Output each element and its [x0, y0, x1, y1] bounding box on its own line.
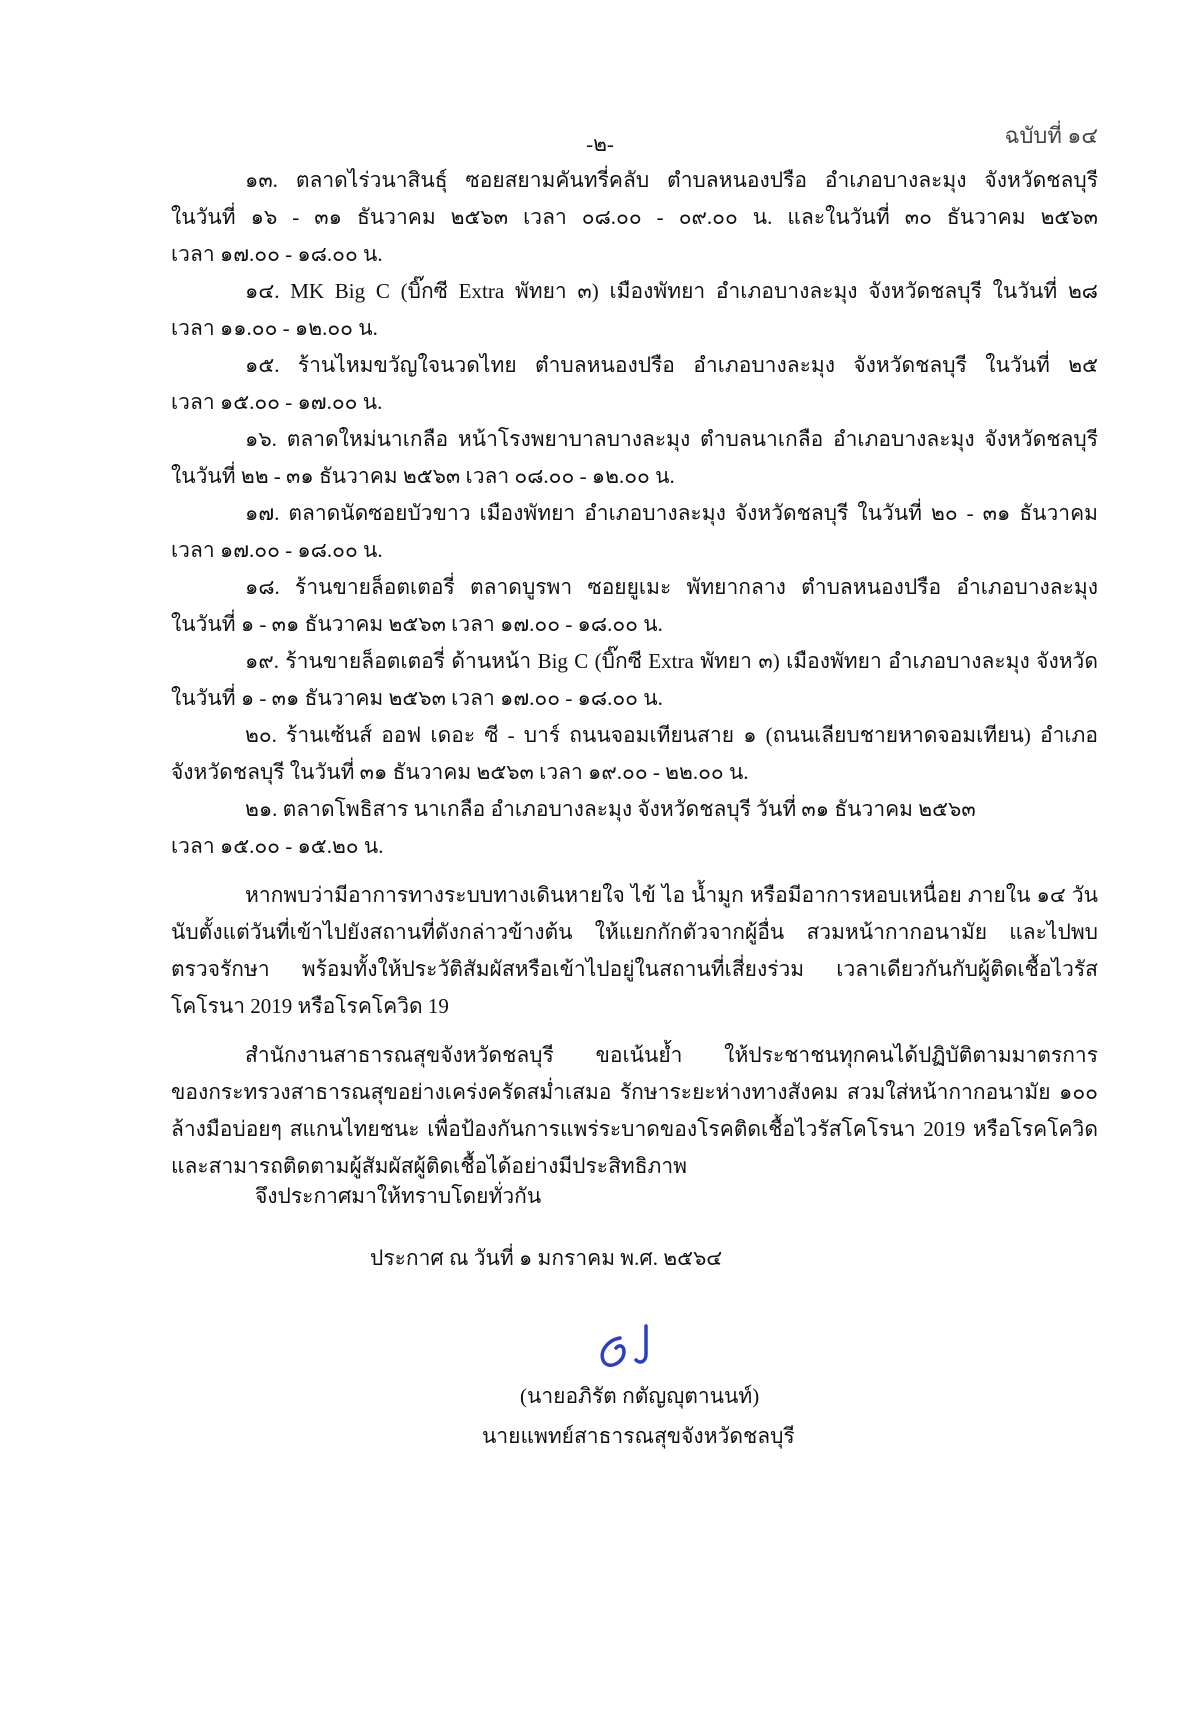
- line: ๑๖. ตลาดใหม่นาเกลือ หน้าโรงพยาบาลบางละมุง ตำบลนาเกลือ อำเภอบางละมุง จังหวัดชลบุรี: [245, 427, 1098, 451]
- list-item: [171, 791, 1098, 865]
- line: และสามารถติดตามผู้สัมผัสผู้ติดเชื้อได้อย่างมีประสิทธิภาพ: [171, 1154, 688, 1178]
- edition-label: ฉบับที่ ๑๔: [1004, 123, 1098, 148]
- line: สำนักงานสาธารณสุขจังหวัดชลบุรี ขอเน้นย้ำ ให้ประชาชนทุกคนได้ปฏิบัติตามมาตรการ: [245, 1043, 1098, 1067]
- measures-paragraph: [171, 1037, 1098, 1185]
- line: เวลา ๑๕.๐๐ - ๑๕.๒๐ น.: [171, 834, 384, 858]
- line: นับตั้งแต่วันที่เข้าไปยังสถานที่ดังกล่าวข้างต้น ให้แยกกักตัวจากผู้อื่น สวมหน้ากากอนามัย และไปพบ: [171, 920, 1098, 944]
- line: ๑๕. ร้านไหมขวัญใจนวดไทย ตำบลหนองปรือ อำเภอบางละมุง จังหวัดชลบุรี ในวันที่ ๒๕: [245, 353, 1098, 377]
- signatory-name: (นายอภิรัต กตัญญุตานนท์): [520, 1384, 760, 1408]
- list-item: [171, 421, 1098, 495]
- line: โคโรนา 2019 หรือโรคโควิด 19: [171, 994, 449, 1018]
- document-body: [171, 162, 1098, 1185]
- line: จังหวัดชลบุรี ในวันที่ ๓๑ ธันวาคม ๒๕๖๓ เวลา ๑๙.๐๐ - ๒๒.๐๐ น.: [171, 760, 749, 784]
- list-item: [171, 643, 1098, 717]
- line: เวลา ๑๕.๐๐ - ๑๗.๐๐ น.: [171, 390, 383, 414]
- line: ตรวจรักษา พร้อมทั้งให้ประวัติสัมผัสหรือเข้าไปอยู่ในสถานที่เสี่ยงร่วม เวลาเดียวกันกับผู้ติดเชื้อไวรัส: [171, 957, 1098, 981]
- list-item: [171, 347, 1098, 421]
- list-item: [171, 569, 1098, 643]
- line: ๑๔. MK Big C (บิ๊กซี Extra พัทยา ๓) เมืองพัทยา อำเภอบางละมุง จังหวัดชลบุรี ในวันที่ ๒๘: [245, 279, 1098, 303]
- line: เวลา ๑๗.๐๐ - ๑๘.๐๐ น.: [171, 242, 383, 266]
- line: ๑๘. ร้านขายล็อตเตอรี่ ตลาดบูรพา ซอยยูเมะ พัทยากลาง ตำบลหนองปรือ อำเภอบางละมุง: [245, 575, 1098, 599]
- line: ๒๑. ตลาดโพธิสาร นาเกลือ อำเภอบางละมุง จังหวัดชลบุรี วันที่ ๓๑ ธันวาคม ๒๕๖๓: [245, 797, 976, 821]
- line: ในวันที่ ๑๖ - ๓๑ ธันวาคม ๒๕๖๓ เวลา ๐๘.๐๐ - ๐๙.๐๐ น. และในวันที่ ๓๐ ธันวาคม ๒๕๖๓: [171, 205, 1098, 229]
- line: หากพบว่ามีอาการทางระบบทางเดินหายใจ ไข้ ไอ น้ำมูก หรือมีอาการหอบเหนื่อย ภายใน ๑๔ วัน: [245, 883, 1098, 907]
- line: ๑๗. ตลาดนัดซอยบัวขาว เมืองพัทยา อำเภอบางละมุง จังหวัดชลบุรี ในวันที่ ๒๐ - ๓๑ ธันวาคม: [245, 501, 1098, 525]
- line: ของกระทรวงสาธารณสุขอย่างเคร่งครัดสม่ำเสมอ รักษาระยะห่างทางสังคม สวมใส่หน้ากากอนามัย ๑๐๐: [171, 1080, 1098, 1104]
- line: เวลา ๑๗.๐๐ - ๑๘.๐๐ น.: [171, 538, 383, 562]
- list-item: [171, 495, 1098, 569]
- line: เวลา ๑๑.๐๐ - ๑๒.๐๐ น.: [171, 316, 378, 340]
- line: ในวันที่ ๒๒ - ๓๑ ธันวาคม ๒๕๖๓ เวลา ๐๘.๐๐ - ๑๒.๐๐ น.: [171, 464, 675, 488]
- line: ในวันที่ ๑ - ๓๑ ธันวาคม ๒๕๖๓ เวลา ๑๗.๐๐ - ๑๘.๐๐ น.: [171, 686, 663, 710]
- closing-statement: จึงประกาศมาให้ทราบโดยทั่วกัน: [255, 1184, 542, 1208]
- line: ๑๙. ร้านขายล็อตเตอรี่ ด้านหน้า Big C (บิ๊กซี Extra พัทยา ๓) เมืองพัทยา อำเภอบางละมุง จังหวัด: [245, 649, 1098, 673]
- line: ๑๓. ตลาดไร่วนาสินธุ์ ซอยสยามคันทรี่คลับ ตำบลหนองปรือ อำเภอบางละมุง จังหวัดชลบุรี: [245, 168, 1098, 192]
- announcement-date: ประกาศ ณ วันที่ ๑ มกราคม พ.ศ. ๒๕๖๔: [370, 1246, 723, 1270]
- page-number: -๒-: [586, 132, 614, 156]
- advice-paragraph: [171, 877, 1098, 1025]
- line: ล้างมือบ่อยๆ สแกนไทยชนะ เพื่อป้องกันการแพร่ระบาดของโรคติดเชื้อไวรัสโคโรนา 2019 หรือโรคโควิด: [171, 1117, 1098, 1141]
- list-item: [171, 273, 1098, 347]
- line: ๒๐. ร้านเซ้นส์ ออฟ เดอะ ซี - บาร์ ถนนจอมเทียนสาย ๑ (ถนนเลียบชายหาดจอมเทียน) อำเภอ: [245, 723, 1098, 747]
- signature-image: [590, 1318, 670, 1383]
- line: ในวันที่ ๑ - ๓๑ ธันวาคม ๒๕๖๓ เวลา ๑๗.๐๐ - ๑๘.๐๐ น.: [171, 612, 663, 636]
- list-item: [171, 162, 1098, 273]
- signatory-title: นายแพทย์สาธารณสุขจังหวัดชลบุรี: [482, 1424, 795, 1448]
- list-item: [171, 717, 1098, 791]
